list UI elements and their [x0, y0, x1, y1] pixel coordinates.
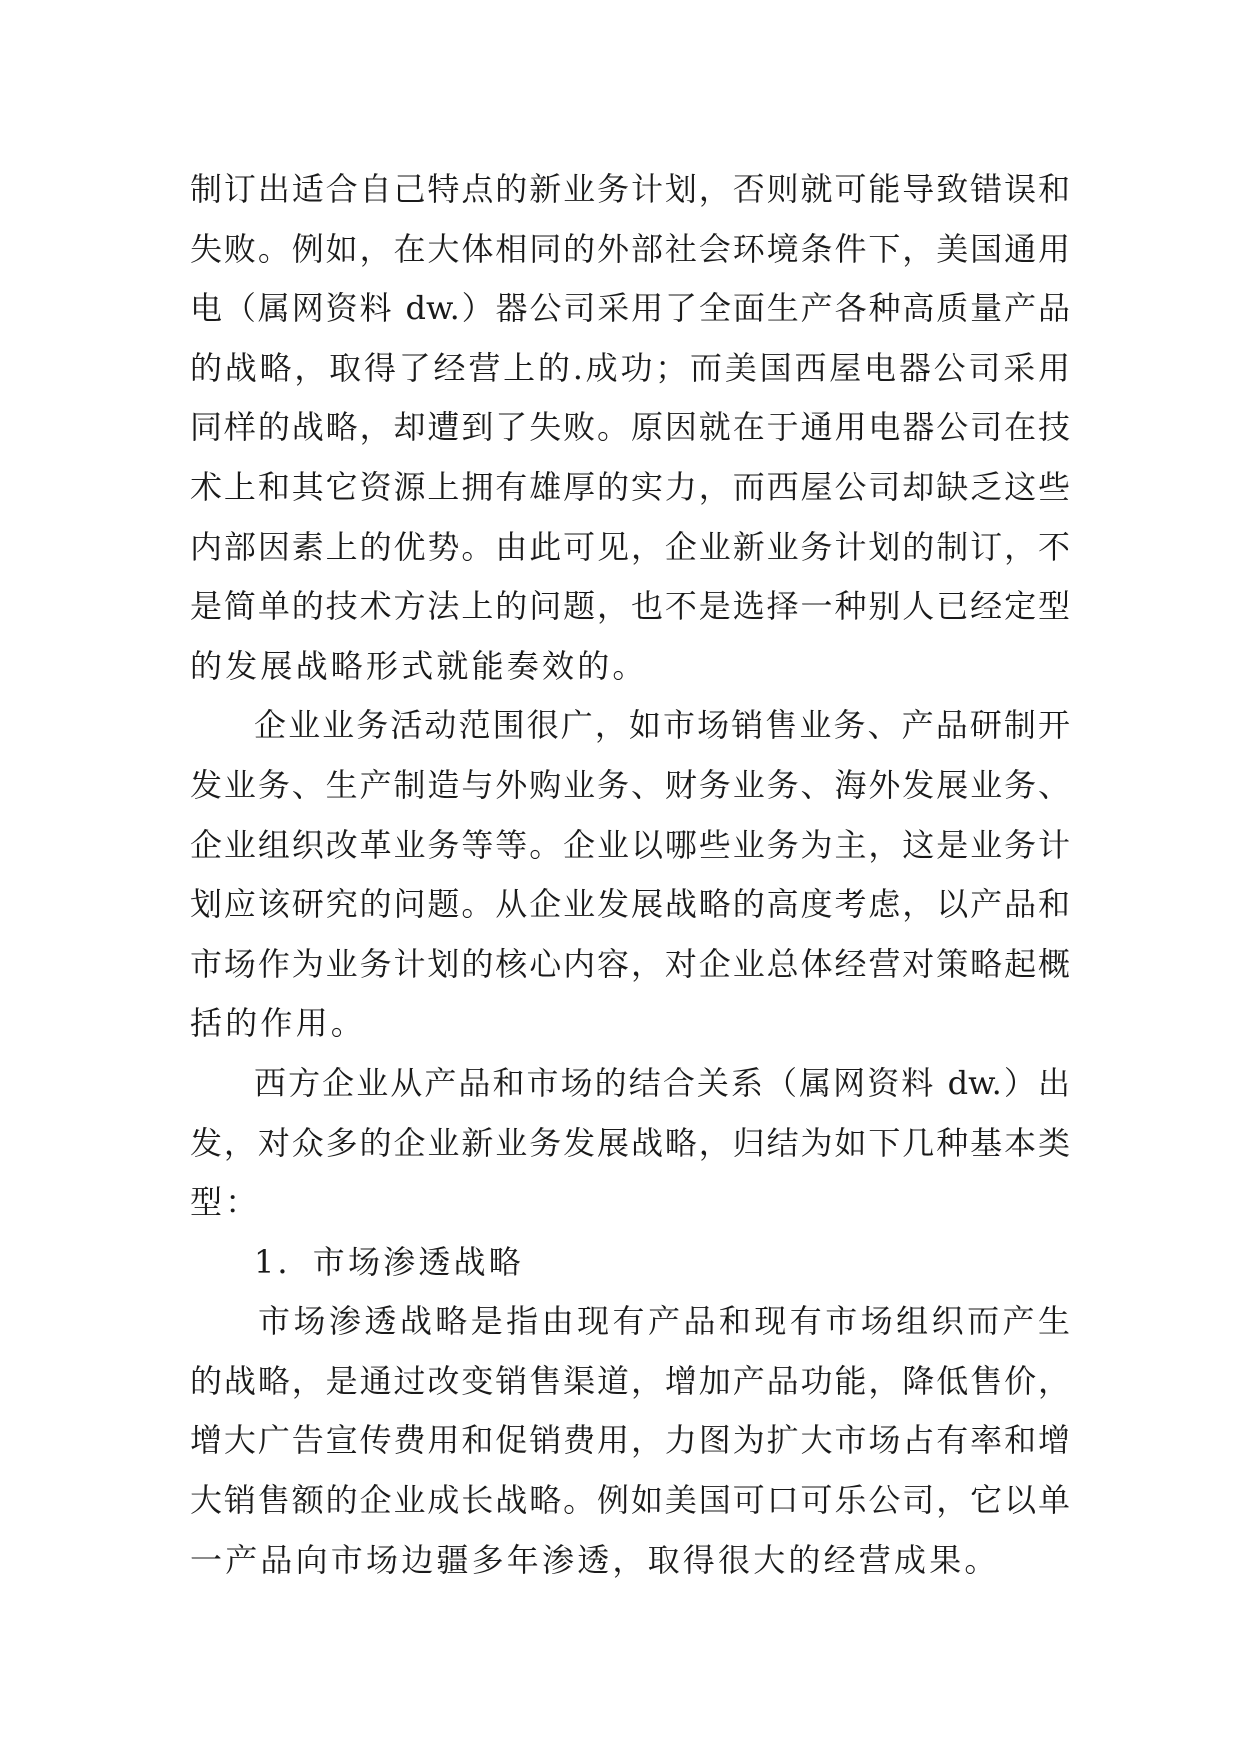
- text-line: 企业组织改革业务等等。企业以哪些业务为主，这是业务计: [190, 825, 1070, 864]
- text-line: 增大广告宣传费用和促销费用，力图为扩大市场占有率和增: [190, 1421, 1070, 1460]
- text-line: 一产品向市场边疆多年渗透，取得很大的经营成果。: [190, 1540, 1000, 1579]
- text-line: 划应该研究的问题。从企业发展战略的高度考虑，以产品和: [190, 885, 1070, 924]
- text-line: 市场作为业务计划的核心内容，对企业总体经营对策略起概: [190, 944, 1070, 983]
- text-line: 企业业务活动范围很广，如市场销售业务、产品研制开: [254, 706, 1070, 745]
- text-line: 电（属网资料 dw.）器公司采用了全面生产各种高质量产品: [190, 289, 1070, 328]
- text-line: 西方企业从产品和市场的结合关系（属网资料 dw.）出: [254, 1063, 1070, 1102]
- text-line: 括的作用。: [190, 1004, 367, 1043]
- text-line: 发业务、生产制造与外购业务、财务业务、海外发展业务、: [190, 765, 1070, 804]
- paragraph-2: [190, 696, 1070, 1054]
- text-line: 发，对众多的企业新业务发展战略，归结为如下几种基本类: [190, 1123, 1070, 1162]
- paragraph-4: [190, 1292, 1070, 1590]
- section-heading: [190, 1233, 1070, 1293]
- text-line: 制订出适合自己特点的新业务计划，否则就可能导致错误和: [190, 170, 1070, 208]
- text-line: 市场渗透战略是指由现有产品和现有市场组织而产生: [258, 1302, 1070, 1341]
- text-line: 是简单的技术方法上的问题，也不是选择一种别人已经定型: [190, 587, 1070, 626]
- text-line: 的战略，是通过改变销售渠道，增加产品功能，降低售价，: [190, 1361, 1070, 1400]
- text-line: 失败。例如，在大体相同的外部社会环境条件下，美国通用: [190, 229, 1070, 268]
- paragraph-3: [190, 1054, 1070, 1233]
- text-line: 大销售额的企业成长战略。例如美国可口可乐公司，它以单: [190, 1481, 1070, 1520]
- text-line: 的发展战略形式就能奏效的。: [190, 646, 648, 685]
- text-line: 术上和其它资源上拥有雄厚的实力，而西屋公司却缺乏这些: [190, 467, 1070, 506]
- paragraph-1: [190, 160, 1070, 696]
- text-line: 同样的战略，却遭到了失败。原因就在于通用电器公司在技: [190, 408, 1070, 447]
- heading-text: 1．市场渗透战略: [254, 1242, 524, 1281]
- text-line: 内部因素上的优势。由此可见，企业新业务计划的制订，不: [190, 527, 1070, 566]
- document-body: [190, 160, 1070, 1590]
- text-line: 的战略，取得了经营上的.成功；而美国西屋电器公司采用: [190, 348, 1070, 387]
- text-line: 型：: [190, 1183, 261, 1222]
